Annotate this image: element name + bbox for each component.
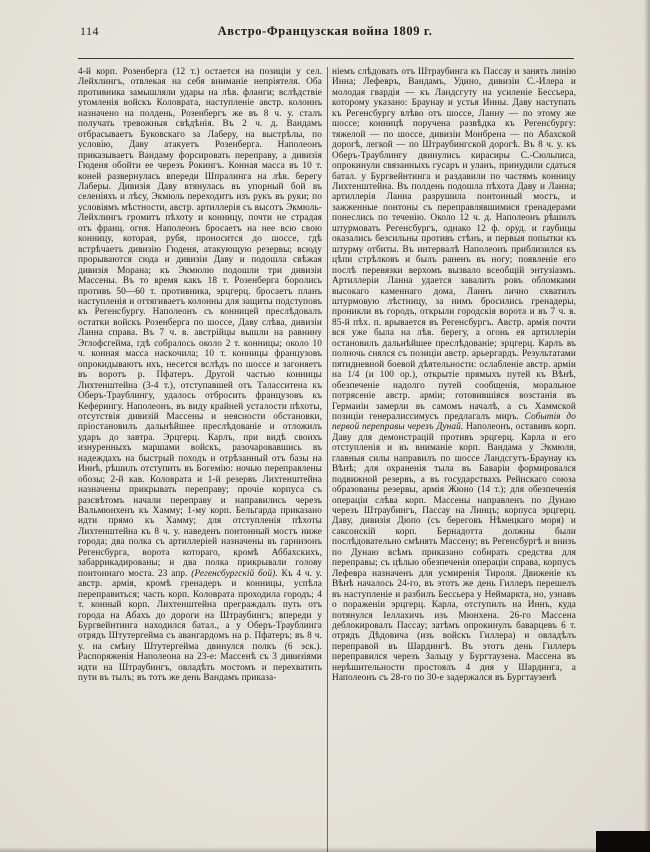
right-column-text-1: ніемъ слѣдовать отъ Штраубинга къ Пассау и занять линію Инна; Лефевръ, Вандамъ, Удино, дивизіи С.-Илера и молодая гвардія — къ Ландсгуту на усиленіе Бессьера, которому указано: Браунау и устья Инны. Даву наступать къ Регенсбургу влѣво отъ шоссе, Ланну — по этому же шоссе; конницѣ поручена развѣдка къ Регенсбургу: тяжелой — по шоссе, дивизіи Монбрена — по Абахской дорогѣ, легкой — по Штраубингской дорогѣ. Въ 8 ч. у. къ Оберъ-Траублингу двинулись кирасиры С.-Сюльписа, опрокинули связанныхъ гусаръ и уланъ, принудили сдаться батал. у Бургвейнтинга и раздавили по частямъ конницу Лихтенштейна. Въ полдень подошла пѣхота Даву и Ланна; артиллерія Ланна разрушила понтонный мостъ, и зажженные понтоны съ переправлявшимися гренадерами понеслись по теченію. Около 12 ч. д. Наполеонъ рѣшилъ штурмовать Регенсбургъ, однако 12 ф. оруд. и гаубицы оказались безсильны противъ стѣнъ, и первыя попытки къ штурму отбиты. Въ интервалѣ Наполеонъ приблизился къ цѣпи стрѣлковъ и былъ раненъ въ ногу; появленіе его послѣ перевязки верхомъ вызвало всеобщій энтузіазмъ. Артиллеріи Ланна удается завалить ровъ обломками высокаго каменнаго дома, Ланнъ лично схватилъ штурмовую лѣстницу, за нимъ бросились гренадеры, проникли въ городъ, открыли городскія ворота и въ 7 ч. в. 85-й пѣх. п. врывается въ Регенсбургъ. Австр. армія почти вся уже была на лѣв. берегу, а огонь ея артиллеріи остановилъ дальнѣйшее преслѣдованіе; эрцгерц. Карлъ въ полночь снялся съ позиціи австр. арьергардъ. Результатами пятидневной боевой дѣятельности: ослабленіе австр. арміи на 1/4 (и 100 ор.), открытіе прямыхъ путей къ Вѣнѣ, обезпеченіе надолго путей сообщенія, моральное потрясеніе австр. арміи; готовившіяся возстанія въ Германіи замерли въ самомъ началѣ, а съ Хаммской позиціи генералиссимусъ предлагалъ миръ.: [332, 67, 576, 422]
scan-artifact: [596, 831, 650, 852]
right-column-italic-heading: Событія до первой переправы черезъ Дунай.: [332, 411, 576, 433]
text-column-left: [78, 67, 322, 852]
left-column-text-2: Къ 4 ч. у. австр. армія, кромѣ гренадеръ и конницы, успѣла переправиться; часть корп. Коловрата проходила городъ; 4 т. конный корп. Лихтенштейна преграждалъ путь отъ города на Абахъ до дороги на Штраубингъ; впереди у Бургвейнтинга находился батал., а у Оберъ-Траублинга отрядъ Штутергейма съ авангардомъ на р. Пфатеръ; въ 8 ч. у. на смѣну Штутергейма двинулся полкъ (6 эск.). Распоряженія Наполеона на 23-е: Массенѣ съ 3 дивизіями идти на Штраубингъ, овладѣть мостомъ и перехватить пути въ тылъ; въ тотъ же день Вандамъ приказа-: [78, 568, 322, 684]
text-columns: [0, 65, 650, 852]
header-rule: [78, 58, 574, 59]
text-column-right: [332, 67, 576, 852]
page-header: [0, 0, 650, 54]
column-divider: [327, 67, 328, 852]
left-column-text-1: 4-й корп. Розенберга (12 т.) остается на позиціи у сел. Лейхлингъ, отвлекая на себя вниманіе непріятеля. Оба противника замышляли удары на лѣв. фланги; вслѣдствіе утомленія войскъ Коловрата, наступленіе австр. колоннъ назначено на полдень, Розенбергъ же въ 8 ч. у. сталъ получать тревожныя свѣдѣнія. Въ 2 ч. д. Вандамъ отбрасываетъ Буковскаго за Лаберу, на выстрѣлы, по условію, Даву атакуетъ Розенберга. Наполеонъ приказываетъ Вандаму форсировать переправу, а дивизія Гюденя обойти ее черезъ Рокингъ. Конная масса въ 10 т. коней развернулась впереди Шпралинга на лѣв. берегу Лаберы. Дивизія Даву втянулась въ упорный бой въ селеніяхъ и лѣсу, Экмюль переходитъ изъ рукъ въ руки; по условіямъ мѣстности, австр. артиллерія съ высотъ Экмюль-Лейхлингъ громитъ пѣхоту и конницу, почти не страдая отъ франц. огня. Наполеонъ бросаетъ на нее всю свою конницу, которая, рубя, проносится до шоссе, гдѣ встрѣчаетъ дивизію Гюденя, атакующую резервы; всюду прорываются сюда и дивизіи Даву и подошла свѣжая дивизія Морана; къ Экмюлю подошли три дивизіи Массены. Въ то время какъ 18 т. Розенберга боролись противъ 50—60 т. противника, эрцгерц. бросаетъ планъ наступленія и оттягиваетъ колонны для защиты подступовъ къ Регенсбургу. Наполеонъ съ конницей преслѣдовалъ остатки войскъ Розенберга по шоссе, Даву слѣва, дивизіи Ланна справа. Въ 7 ч. в. австрійцы вышли на равнину Эглофсгейма, гдѣ собралось около 2 т. конницы; около 10 ч. конная масса наскочила; 10 т. конницы французовъ опрокидываютъ ихъ, несется вслѣдъ по шоссе и загоняетъ въ воротъ р. Пфатеръ. Другой частью конницы Лихтенштейна (3-4 т.), отступавшей отъ Таласситена къ Оберъ-Траублингу, удалось отбросить французовъ къ Кеферингу. Наполеонъ, въ виду крайней усталости пѣхоты, отсутствія дивизій Массены и неясности обстановки, пріостановилъ дальнѣйшее преслѣдованіе и отложилъ ударъ до завтра. Эрцгерц. Карлъ, при видѣ своихъ изнуренныхъ маршами войскъ, разочаровавшись въ надеждахъ на быстрый походъ и отрѣзанный отъ базы на Иннѣ, рѣшилъ отступить въ Богемію: ночью переправлены обозы; 2-й кав. Коловрата и 1-й резервъ Лихтенштейна назначены прикрывать переправу; прочіе корпуса съ разсвѣтомъ начали переправу и направились черезъ Вальмюнхенъ къ Хамму; 1-му корп. Бельгарда приказано идти прямо къ Хамму; для отступленія пѣхоты Лихтенштейна къ 8 ч. у. наведенъ понтонный мостъ ниже города; два полка съ артиллеріей назначены въ гарнизонъ Регенсбурга, ворота котораго, кромѣ Аббахскихъ, забаррикадированы; и два полка прикрывали голову понтоннаго моста. 23 апр.: [78, 67, 322, 579]
page-title: Австро-Французская война 1809 г.: [217, 24, 433, 38]
page-number: 114: [80, 24, 100, 38]
right-column-text-2: Наполеонъ, оставивъ корп. Даву для демонстрацій противъ эрцгерц. Карла и его отступленія и въ вниманіе корп. Вандама у Экмюля, главныя силы направилъ по шоссе Ландсгутъ-Браунау къ Вѣнѣ; для охраненія тыла въ Баваріи формировался подвижной резервъ, а въ государствахъ Рейнскаго союза образованы резервы, армія Жюно (14 т.); для обезпеченія операціи слѣва корп. Массены направленъ по Дунаю черезъ Штраубингъ, Пассау на Линцъ; корпуса эрцгерц. Даву, дивизія Дюпо (съ береговъ Нѣмецкаго моря) и саксонскій корп. Бернадотта должны были послѣдовательно смѣнять Массену; въ Регенсбургѣ и внизъ по Дунаю всѣмъ приказано собирать средства для переправы; съ цѣлью обезпеченія операціи справа, корпусъ Лефевра назначенъ для усмиренія Тироля. Движеніе къ Вѣнѣ началось 24-го, въ этотъ же день Гиллеръ перешелъ въ наступленіе и разбилъ Бессьера у Неймаркта, но, узнавъ о пораженіи эрцгерц. Карла, отступилъ на Иннъ, куда потянулся Іеллахичъ изъ Мюнхена. 26-го Массена деблокировалъ Пассау; затѣмъ опрокинулъ баварцевъ 6 т. отрядъ Дѣдовича (изъ войскъ Гиллера) и овладѣлъ переправой въ Шардингѣ. Въ этотъ день Гиллеръ переправился черезъ Зальцу у Бургтаузена. Массена въ нерѣшительности простоялъ 4 дня у Шардинга, а Наполеонъ съ 28-го по 30-е задержался въ Бургтаузенѣ: [332, 422, 576, 684]
left-column-italic-heading: (Регенсбургскій бой).: [191, 568, 278, 579]
